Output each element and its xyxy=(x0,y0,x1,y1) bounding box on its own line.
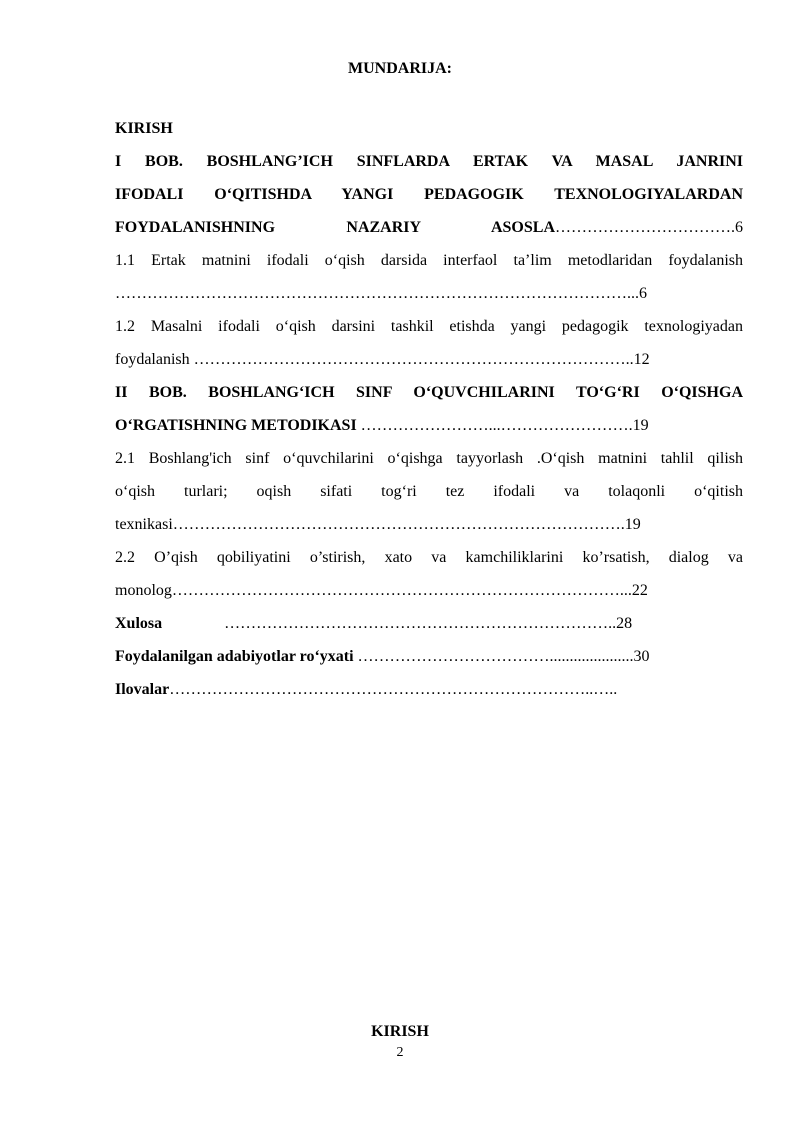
toc-entry-text: 2.2 O’qish qobiliyatini o’stirish, xato va kamchiliklarini ko’rsatish, dialog va xyxy=(115,549,743,566)
toc-leader-page: ………………………………………………………………..28 xyxy=(224,615,633,632)
toc-entry-text: IFODALI O‘QITISHDA YANGI PEDAGOGIK TEXNOLOGIYALARDAN xyxy=(115,186,743,203)
toc-leader-page: ……………………………………………………………………..….. xyxy=(169,681,618,698)
toc-line xyxy=(115,481,743,514)
toc-entry-text: 2.1 Boshlang'ich sinf o‘quvchilarini o‘qishga tayyorlash .O‘qish matnini tahlil qilish xyxy=(115,450,743,467)
toc-entry-text: FOYDALANISHNING NAZARIY ASOSLA xyxy=(115,219,555,236)
toc-line xyxy=(115,349,743,382)
toc-line xyxy=(115,415,743,448)
toc-line xyxy=(115,184,743,217)
toc-line xyxy=(115,646,743,679)
toc-entry-text: Xulosa xyxy=(115,615,163,632)
toc-entry-text: o‘qish turlari; oqish sifati tog‘ri tez ifodali va tolaqonli o‘qitish xyxy=(115,483,743,500)
page-number: 2 xyxy=(396,1045,404,1060)
toc-leader-page: ……………………………….....................30 xyxy=(353,648,650,665)
toc-line xyxy=(115,514,743,547)
toc-line xyxy=(115,679,743,712)
toc-leader-page: …………………………….6 xyxy=(555,219,743,236)
toc-entry-text: I BOB. BOSHLANG’ICH SINFLARDA ERTAK VA MASAL JANRINI xyxy=(115,153,743,170)
toc-line xyxy=(115,382,743,415)
toc-entry-text: 1.2 Masalni ifodali o‘qish darsini tashkil etishda yangi pedagogik texnologiyadan xyxy=(115,318,743,335)
toc-line xyxy=(115,613,743,646)
toc-entry-text: Ilovalar xyxy=(115,681,170,698)
section-heading-kirish: KIRISH xyxy=(371,1023,429,1040)
toc-entry-text: Foydalanilgan adabiyotlar ro‘yxati xyxy=(115,648,354,665)
toc-line xyxy=(115,151,743,184)
toc-line xyxy=(115,547,743,580)
toc-entry-text: O‘RGATISHNING METODIKASI xyxy=(115,417,357,434)
toc-line xyxy=(115,250,743,283)
toc-leader-page: ……………………………………………………………………………………...6 xyxy=(115,285,647,302)
toc-line xyxy=(115,217,743,250)
toc-entry-text: KIRISH xyxy=(115,120,173,137)
toc-entry-text: foydalanish ………………………………………………………………………..12 xyxy=(115,351,650,368)
toc-leader-page: ……………………...…………………….19 xyxy=(356,417,649,434)
table-of-contents xyxy=(115,118,743,712)
toc-line xyxy=(115,448,743,481)
toc-entry-text: 1.1 Ertak matnini ifodali o‘qish darsida interfaol ta’lim metodlaridan foydalanish xyxy=(115,252,743,269)
toc-entry-text: texnikasi………………………………………………………………………….19 xyxy=(115,516,641,533)
toc-entry-text: II BOB. BOSHLANG‘ICH SINF O‘QUVCHILARINI TO‘G‘RI O‘QISHGA xyxy=(115,384,743,401)
toc-line xyxy=(115,283,743,316)
toc-line xyxy=(115,118,743,151)
toc-entry-text: monolog…………………………………………………………………………...22 xyxy=(115,582,648,599)
toc-line xyxy=(115,580,743,613)
page-title: MUNDARIJA: xyxy=(348,60,452,77)
toc-line xyxy=(115,316,743,349)
